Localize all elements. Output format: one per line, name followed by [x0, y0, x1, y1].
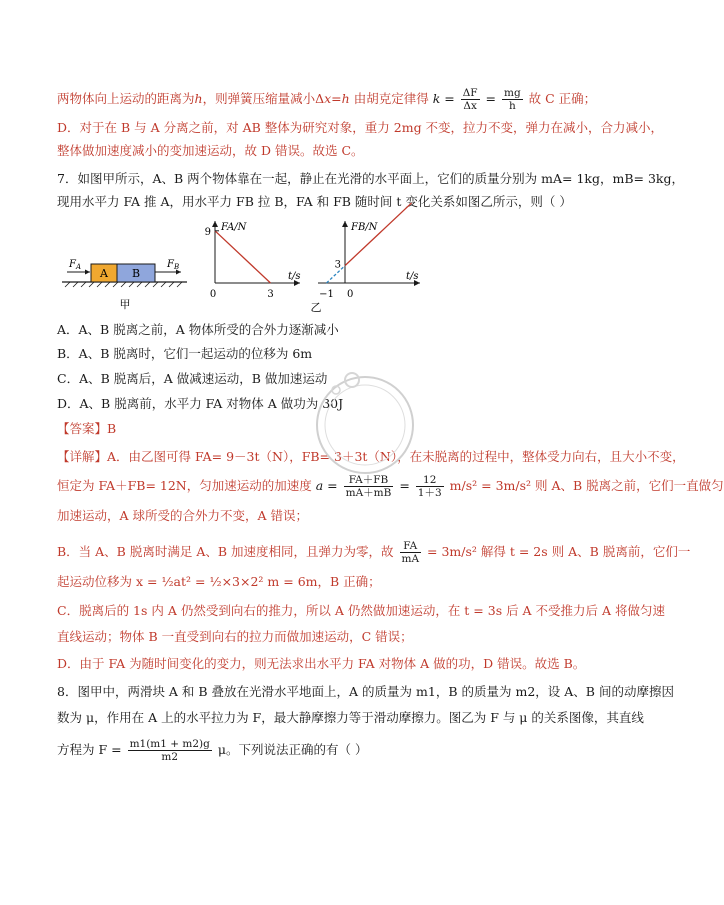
fraction-df-dx [461, 87, 480, 112]
frac-num: m1(m1 + m2)g [129, 738, 210, 750]
q6-option-d-line2: 整体做加速度减小的变加速运动，故 D 错误。故选 C。 [57, 143, 364, 158]
fa-label [68, 259, 81, 271]
q7-detail-d-line: D．由于 FA 为随时间变化的变力，则无法求出水平力 FA 对物体 A 做的功，D 错误。故选 B。 [57, 656, 586, 671]
q6-option-d-line1: D．对于在 B 与 A 分离之前，对 AB 整体为研究对象，重力 2mg 不变，拉力不变，弹力在减小，合力减小， [57, 120, 664, 135]
y-tick-label: 9 [204, 226, 211, 238]
detail-text: 恒定为 FA＋FB= 12N，匀加速运动的加速度 [57, 478, 312, 493]
fraction-mg-h [502, 87, 523, 112]
y-axis-arrowhead [342, 221, 348, 227]
detail-text: m/s² = 3m/s² 则 A、B 脱离之前，它们一直做匀 [449, 478, 724, 493]
y-axis-label: FB/N [351, 222, 378, 233]
eq-sign: = [399, 478, 410, 493]
q6-eq: = [331, 91, 342, 106]
fa-symbol: F [69, 259, 76, 270]
fraction-q8-equation [128, 738, 212, 763]
fb-label [166, 259, 179, 271]
origin-label: 0 [209, 289, 217, 300]
q8-text: μ。下列说法正确的有（ ） [217, 742, 368, 757]
q7-option-b: B．A、B 脱离时，它们一起运动的位移为 6m [57, 346, 313, 361]
fraction-fa-over-ma [400, 540, 422, 565]
answer-value: B [107, 421, 117, 436]
q7-detail-c-line1: C．脱离后的 1s 内 A 仍然受到向右的推力，所以 A 仍然做加速运动，在 t = 3s 后 A 不受推力后 A 将做匀速 [57, 603, 666, 618]
x-tick-label: −1 [319, 289, 334, 300]
q6-text: 两物体向上运动的距离为 [57, 91, 195, 106]
q8-stem-line3 [57, 738, 367, 763]
watermark-seal [300, 360, 430, 490]
x-tick-label: 3 [267, 289, 274, 300]
q7-detail-b-line2: 起运动位移为 x = ½at² = ½×3×2² m = 6m，B 正确； [57, 574, 381, 589]
block-a-label: A [100, 267, 108, 280]
fb-subscript: B [173, 263, 180, 271]
detail-text: B．当 A、B 脱离时满足 A、B 加速度相同，且弹力为零，故 [57, 544, 394, 559]
k-symbol: k [432, 91, 441, 106]
q8-stem-line1: 8．图甲中，两滑块 A 和 B 叠放在光滑水平地面上，A 的质量为 m1，B 的质量为 m2，设 A、B 间的动摩擦因 [57, 684, 674, 699]
q7-option-c: C．A、B 脱离后，A 做减速运动，B 做加速运动 [57, 371, 328, 386]
frac-num: FA [400, 540, 422, 553]
q8-text: 方程为 F = [57, 742, 122, 757]
frac-den: h [508, 100, 516, 112]
chart-fa-vs-t [200, 218, 310, 303]
q7-stem-line2: 现用水平力 FA 推 A，用水平力 FB 拉 B，FA 和 FB 随时间 t 变化关系如图乙所示，则（ ） [57, 194, 572, 209]
figure-yi-label: 乙 [310, 301, 322, 314]
frac-num: mg [503, 87, 521, 99]
q6-x: x [324, 91, 332, 106]
frac-den: Δx [463, 100, 477, 112]
frac-num: FA＋FB [344, 474, 394, 487]
y-tick-label: 3 [334, 259, 341, 271]
q6-end: 故 C 正确； [528, 91, 597, 106]
frac-num: ΔF [462, 87, 478, 99]
series-line-fa [215, 231, 271, 283]
frac-den: mA＋mB [345, 487, 392, 499]
q7-option-a: A．A、B 脱离之前，A 物体所受的合外力逐渐减小 [57, 322, 339, 337]
x-axis-label: t/s [406, 271, 419, 282]
q7-detail-line3: 加速运动，A 球所受的合外力不变，A 错误； [57, 508, 309, 523]
y-axis-label: FA/N [221, 222, 247, 233]
frac-den: m2 [161, 751, 179, 763]
q6-h: h [194, 91, 203, 106]
frac-den: 1＋3 [417, 487, 442, 499]
ground-hatch [65, 282, 182, 287]
y-axis-arrowhead [212, 221, 218, 227]
q6-h2: h [341, 91, 350, 106]
figure-jia [57, 250, 197, 315]
detail-tag: 【详解】 [57, 449, 108, 464]
fa-arrowhead [85, 270, 90, 275]
figure-jia-label: 甲 [119, 298, 131, 311]
origin-label: 0 [347, 289, 354, 300]
q7-detail-c-line2: 直线运动；物体 B 一直受到向右的拉力而做加速运动，C 错误； [57, 629, 413, 644]
q6-line1: 两物体向上运动的距离为h，则弹簧压缩量减小Δx=h 由胡克定律得 k = $\frac{\Delta F}{\Delta x}$ = $\frac{mg}{h}$ 故 C 正确； [57, 87, 597, 112]
q6-text: 由胡克定律得 [349, 91, 429, 106]
q7-option-d: D．A、B 脱离前，水平力 FA 对物体 A 做功为 30J [57, 396, 344, 411]
accel-symbol: a = [315, 478, 338, 493]
block-b-label: B [131, 267, 141, 280]
fb-symbol: F [167, 259, 174, 270]
q7-stem-line1: 7．如图甲所示，A、B 两个物体靠在一起，静止在光滑的水平面上，它们的质量分别为 mA= 1kg，mB= 3kg， [57, 171, 684, 186]
answer-tag: 【答案】 [57, 421, 108, 436]
frac-den: mA [401, 553, 420, 565]
detail-text: A．由乙图可得 FA= 9－3t（N），FB= 3＋3t（N），在未脱离的过程中，整体受力向右，且大小不变， [107, 449, 685, 464]
detail-text: = 3m/s² 解得 t = 2s 则 A、B 脱离前，它们一 [427, 544, 691, 559]
q7-answer [57, 421, 116, 437]
frac-num: 12 [416, 474, 444, 487]
q8-stem-line2: 数为 μ，作用在 A 上的水平拉力为 F，最大静摩擦力等于滑动摩擦力。图乙为 F 与 μ 的关系图像，其直线 [57, 710, 644, 725]
series-line-fb [345, 203, 412, 266]
fa-subscript: A [75, 263, 82, 271]
x-axis-label: t/s [288, 271, 301, 282]
chart-fb-vs-t [310, 218, 430, 318]
q7-detail-b-line1 [57, 540, 690, 565]
q6-text: ，则弹簧压缩量减小Δ [202, 91, 325, 106]
